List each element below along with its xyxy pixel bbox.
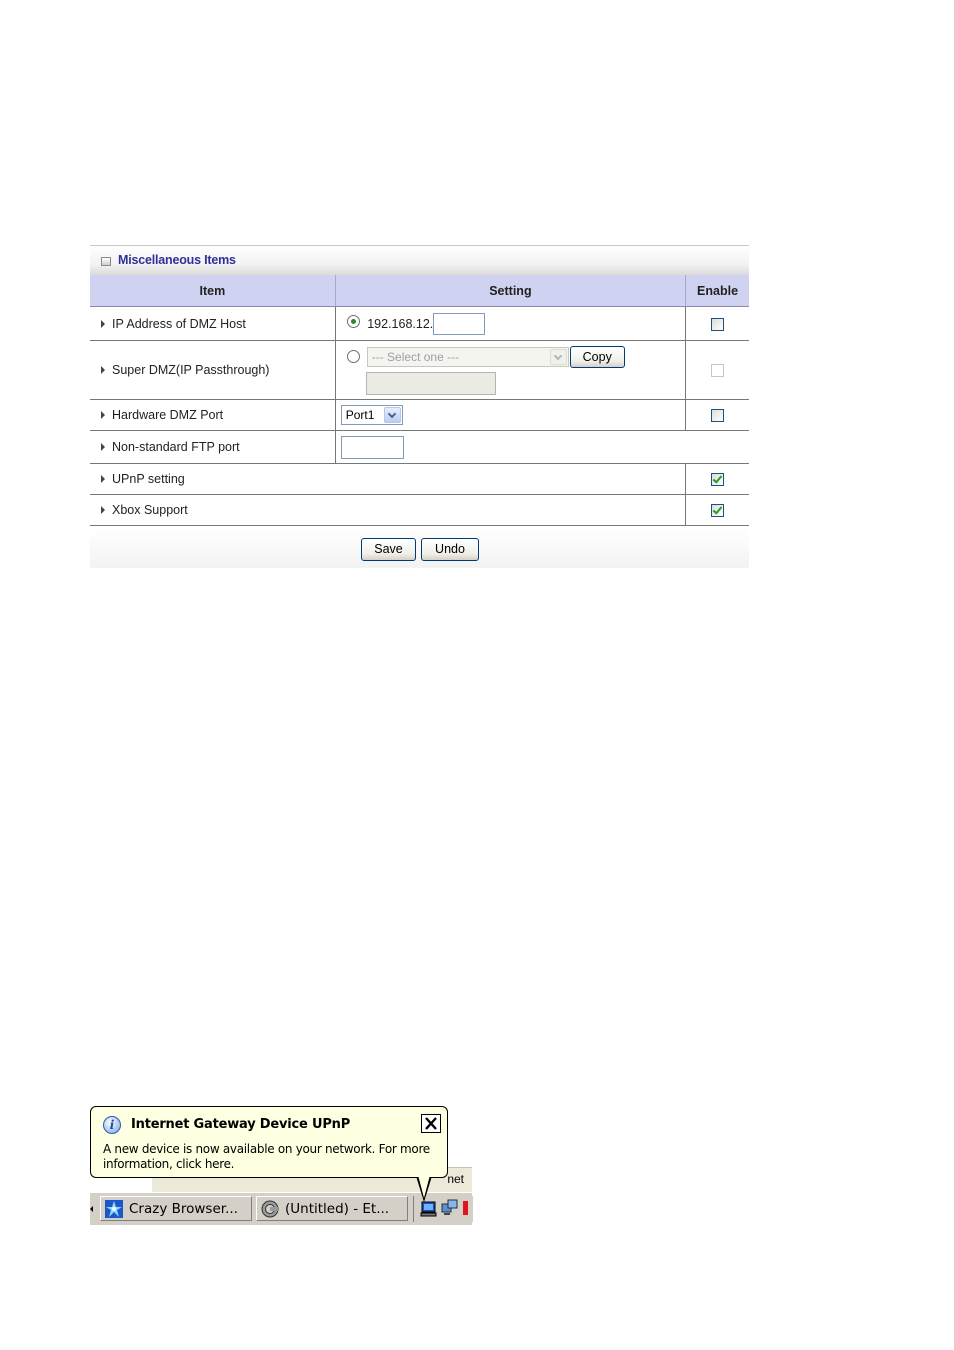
super-dmz-label: Super DMZ(IP Passthrough) [112,363,270,377]
triangle-bullet-icon [101,506,105,514]
scroll-left-icon[interactable] [90,1206,93,1212]
info-icon: i [103,1116,121,1134]
super-dmz-enable-checkbox[interactable] [711,364,724,377]
undo-button[interactable]: Undo [421,538,479,561]
panel-title-bar [90,245,749,276]
row-label-cell [90,495,686,526]
ethereal-app-icon [261,1200,279,1218]
port-select-value: Port1 [345,408,375,422]
taskbar-button-crazy-browser[interactable] [100,1196,252,1221]
triangle-bullet-icon [101,366,105,374]
balloon-title: Internet Gateway Device UPnP [131,1117,351,1132]
upnp-enable-checkbox[interactable] [711,473,724,486]
square-bullet-icon [101,257,111,266]
partial-taskbar-text: net [447,1172,464,1186]
save-button[interactable]: Save [361,538,416,561]
super-dmz-select[interactable] [367,347,569,367]
ftp-port-label: Non-standard FTP port [112,440,240,454]
triangle-bullet-icon [101,320,105,328]
row-label-cell [90,307,335,341]
hardware-dmz-setting [335,400,685,431]
crazy-browser-icon [105,1200,123,1218]
dmz-ip-prefix: 192.168.12. [367,316,434,331]
dmz-ip-last-octet-input[interactable] [433,313,485,335]
misc-items-table [90,275,749,526]
upnp-enable-cell [686,464,749,495]
dmz-host-label: IP Address of DMZ Host [112,316,246,331]
taskbar-notification-area [90,1106,472,1226]
button-row [90,528,749,568]
triangle-bullet-icon [101,475,105,483]
header-setting: Setting [335,275,685,307]
row-label-cell [90,341,335,400]
copy-button[interactable]: Copy [570,346,625,368]
upnp-notification-balloon[interactable] [90,1106,448,1178]
triangle-bullet-icon [101,443,105,451]
dmz-host-enable-cell [686,307,749,341]
row-hardware-dmz [90,400,749,431]
triangle-bullet-icon [101,411,105,419]
xbox-enable-cell [686,495,749,526]
panel-title: Miscellaneous Items [118,253,236,267]
row-label-cell [90,400,335,431]
chevron-down-icon [384,407,401,423]
ftp-port-setting [335,431,749,464]
hardware-dmz-label: Hardware DMZ Port [112,408,224,422]
hardware-dmz-port-select[interactable] [341,405,403,425]
table-header-row [90,275,749,307]
upnp-label: UPnP setting [112,472,185,486]
dmz-host-enable-checkbox[interactable] [711,318,724,331]
task-label: (Untitled) - Et... [285,1201,390,1217]
row-super-dmz [90,341,749,400]
ftp-port-input[interactable] [341,436,404,459]
hardware-dmz-enable-checkbox[interactable] [711,409,724,422]
xbox-label: Xbox Support [112,503,188,517]
chevron-down-icon [550,349,567,365]
super-dmz-setting [335,341,685,400]
close-button[interactable] [421,1114,441,1133]
network-connections-icon[interactable] [441,1199,459,1217]
super-dmz-mac-input[interactable] [366,372,496,395]
balloon-pointer-fill [418,1175,430,1198]
row-ftp-port [90,431,749,464]
row-dmz-host [90,307,749,341]
hardware-dmz-enable-cell [686,400,749,431]
task-label: Crazy Browser... [129,1201,238,1217]
dmz-host-radio[interactable] [347,315,360,328]
dmz-host-setting [335,307,685,341]
row-label-cell [90,464,686,495]
super-dmz-enable-cell [686,341,749,400]
red-tray-icon[interactable] [463,1201,468,1215]
super-dmz-radio[interactable] [347,350,360,363]
close-icon [422,1115,440,1132]
misc-items-panel [90,245,749,568]
super-dmz-select-value: --- Select one --- [371,350,460,364]
header-item: Item [90,275,335,307]
row-xbox [90,495,749,526]
row-upnp [90,464,749,495]
row-label-cell [90,431,335,464]
header-enable: Enable [686,275,749,307]
xbox-enable-checkbox[interactable] [711,504,724,517]
taskbar [90,1192,472,1225]
taskbar-button-untitled[interactable] [256,1196,408,1221]
balloon-message[interactable]: A new device is now available on your network. For more information, click here. [103,1142,430,1171]
network-device-icon[interactable] [420,1200,438,1218]
